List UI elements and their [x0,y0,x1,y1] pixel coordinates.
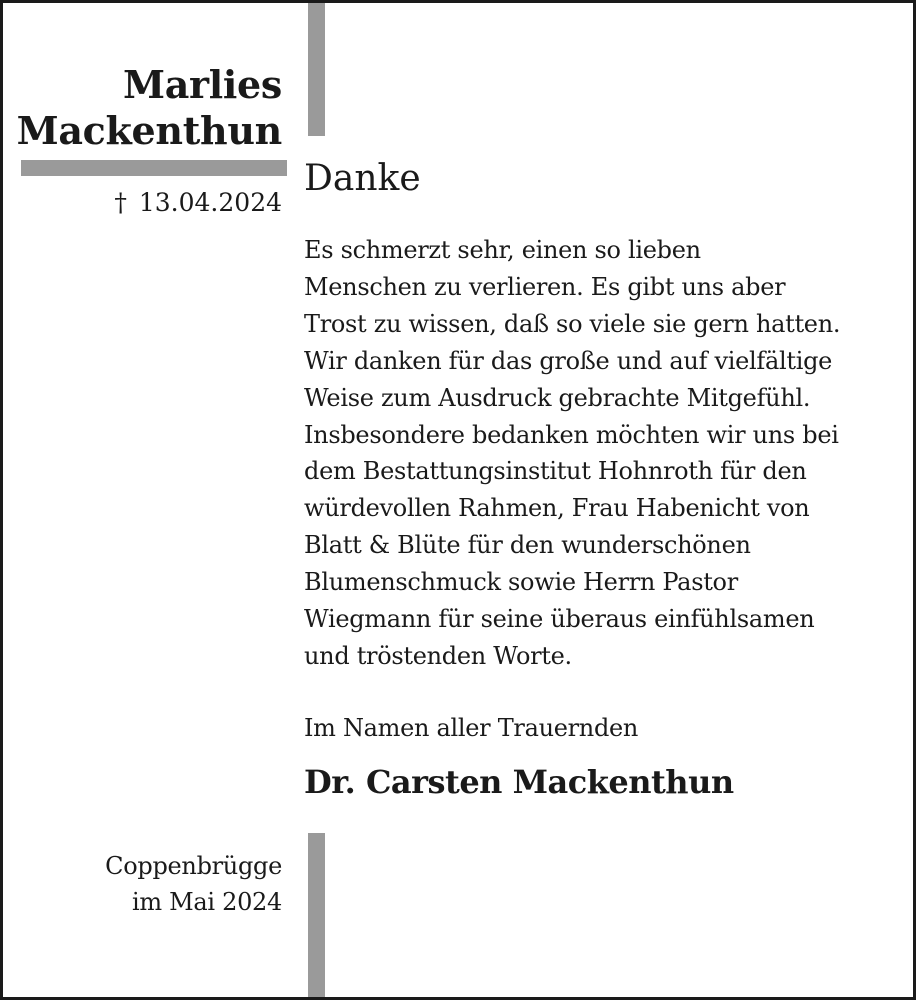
message-line: Es schmerzt sehr, einen so lieben [304,236,701,264]
message-line: Menschen zu verlieren. Es gibt uns aber [304,272,786,301]
message-line: Insbesondere bedanken möchten wir uns bei [304,420,839,449]
deceased-name [17,62,282,154]
death-date-line [114,186,282,220]
message-line: Trost zu wissen, daß so viele sie gern hatten. [304,309,841,338]
decorative-bar-horizontal [21,160,287,176]
date: im Mai 2024 [131,888,282,916]
notice-heading: Danke [304,158,421,199]
place-date [105,848,282,920]
message-line: Wir danken für das große und auf vielfältige [304,346,833,375]
message-line: und tröstenden Worte. [304,641,572,670]
message-line: Wiegmann für seine überaus einfühlsamen [304,605,815,634]
deceased-last-name: Mackenthun [16,108,282,153]
notice-message [304,232,896,675]
message-line: dem Bestattungsinstitut Hohnroth für den [304,457,807,486]
decorative-bar-top [308,3,325,136]
place: Coppenbrügge [105,852,282,880]
cross-icon: † [114,188,127,217]
message-line: Blatt & Blüte für den wunderschönen [304,531,751,560]
signer-name: Dr. Carsten Mackenthun [304,763,734,801]
message-line: Blumenschmuck sowie Herrn Pastor [304,568,738,597]
message-line: Weise zum Ausdruck gebrachte Mitgefühl. [304,383,811,412]
closing-line: Im Namen aller Trauernden [304,714,639,742]
deceased-first-name: Marlies [122,62,282,107]
decorative-bar-bottom [308,833,325,997]
death-date: 13.04.2024 [138,188,282,217]
message-line: würdevollen Rahmen, Frau Habenicht von [304,494,810,523]
